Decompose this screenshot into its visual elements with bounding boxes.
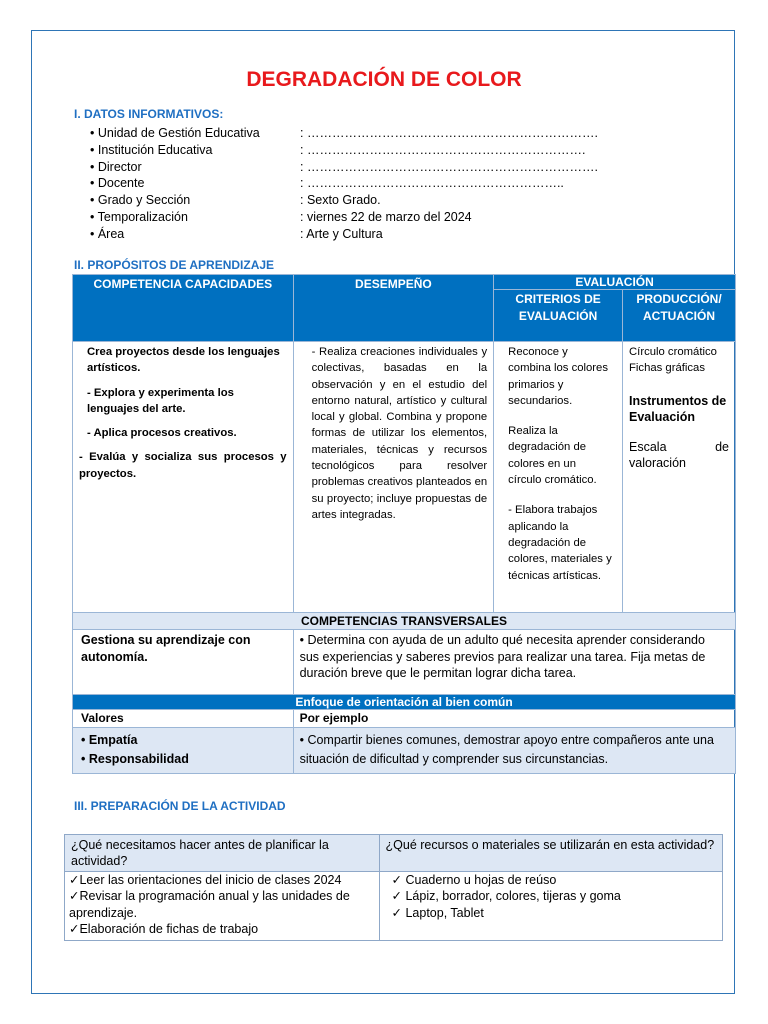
transversal-descripcion: • Determina con ayuda de un adulto qué necesita aprender considerando sus experiencias y saberes previos para realizar una tarea. Fija metas de duración breve que le permitan lograr dicha tarea. [293,630,735,695]
activity-preparation-table [64,834,723,941]
valores-list [81,731,285,769]
produccion-cell [623,342,736,613]
info-label: • Área [90,226,125,241]
info-value: : ……………………………………………………………. [300,159,598,174]
answers-2 [379,872,722,941]
answers-1 [65,872,380,941]
valor-item: • Responsabilidad [81,752,189,766]
ejemplo-cell: • Compartir bienes comunes, demostrar apoyo entre compañeros ante una situación de dificultad y comprender sus circunstancias. [293,728,735,774]
answers-1-list [69,872,373,938]
info-label: • Docente [90,176,145,191]
desempeno-cell: - Realiza creaciones individuales y colectivas, basadas en la observación y en el estudio del entorno natural, artístico y cultural local y global. Combina y propone formas de utilizar los elementos, materiales, técnicas y recursos tecnológicos para resolver problemas creativos planteados en su proyecto; incluye propuestas de artes integradas. [293,342,494,613]
page-title: DEGRADACIÓN DE COLOR [246,68,522,91]
info-label: • Institución Educativa [90,142,213,157]
info-value: : viernes 22 de marzo del 2024 [300,210,472,224]
competencia-item: - Evalúa y socializa sus procesos y proyectos. [79,451,287,480]
header-evaluacion: EVALUACIÓN [494,275,736,290]
section-1-title: I. DATOS INFORMATIVOS: [74,107,224,121]
criterio-item: - Elabora trabajos aplicando la degradación de colores, materiales y técnicas artísticas. [508,504,612,582]
transversales-header: COMPETENCIAS TRANSVERSALES [73,613,736,630]
criterio-item: Realiza la degradación de colores en un círculo cromático. [508,425,597,487]
criterios-cell [494,342,623,613]
competencia-item: - Aplica procesos creativos. [87,427,237,440]
transversal-competencia: Gestiona su aprendizaje con autonomía. [73,630,294,695]
answer-item: ✓Elaboración de fichas de trabajo [69,922,259,937]
question-2: ¿Qué recursos o materiales se utilizarán en esta actividad? [379,835,722,872]
escala-label: Escala de valoración [629,439,729,470]
competencia-cell [73,342,294,613]
valores-cell [73,728,294,774]
answer-item: ✓Revisar la programación anual y las unidades de aprendizaje. [69,889,350,920]
ejemplo-label: Por ejemplo [293,710,735,728]
enfoque-header: Enfoque de orientación al bien común [73,695,736,710]
answer-item: ✓ Cuaderno u hojas de reúso [391,873,557,887]
header-produccion: PRODUCCIÓN/ ACTUACIÓN [623,290,736,342]
info-value: : Sexto Grado. [300,193,381,208]
header-criterios: CRITERIOS DE EVALUACIÓN [494,290,623,342]
criterio-item: Reconoce y combina los colores primarios y secundarios. [508,346,608,407]
info-label: • Temporalización [90,210,188,224]
competencia-intro: Crea proyectos desde los lenguajes artísticos. [87,346,280,375]
instrumentos-label: Instrumentos de Evaluación [629,393,727,424]
info-value: : Arte y Cultura [300,226,383,241]
competencia-item: - Explora y experimenta los lenguajes del arte. [87,386,234,415]
valor-item: • Empatía [81,733,138,747]
header-desempeno: DESEMPEÑO [293,275,494,342]
question-1: ¿Qué necesitamos hacer antes de planificar la actividad? [65,835,380,872]
produccion-line1: Círculo cromático [629,346,717,358]
valores-label: Valores [73,710,294,728]
competencia-items [79,385,287,482]
info-label: • Grado y Sección [90,193,191,208]
answers-2-list [392,872,716,921]
info-label: • Unidad de Gestión Educativa [90,126,260,140]
criterios-list [508,344,612,584]
answer-item: ✓ Laptop, Tablet [391,905,484,920]
answer-item: ✓ Lápiz, borrador, colores, tijeras y goma [391,889,621,904]
produccion-line2: Fichas gráficas [629,362,705,375]
info-value: : …………………………………………………………. [300,142,586,157]
learning-purposes-table [72,274,736,774]
info-value: : ……………………………………………………………. [300,126,598,140]
section-2-title: II. PROPÓSITOS DE APRENDIZAJE [74,258,275,272]
info-value: : …………………………………………………….. [300,176,564,191]
info-label: • Director [90,159,142,174]
header-competencia: COMPETENCIA CAPACIDADES [73,275,294,342]
answer-item: ✓Leer las orientaciones del inicio de clases 2024 [69,873,342,887]
section-3-title: III. PREPARACIÓN DE LA ACTIVIDAD [74,799,286,813]
